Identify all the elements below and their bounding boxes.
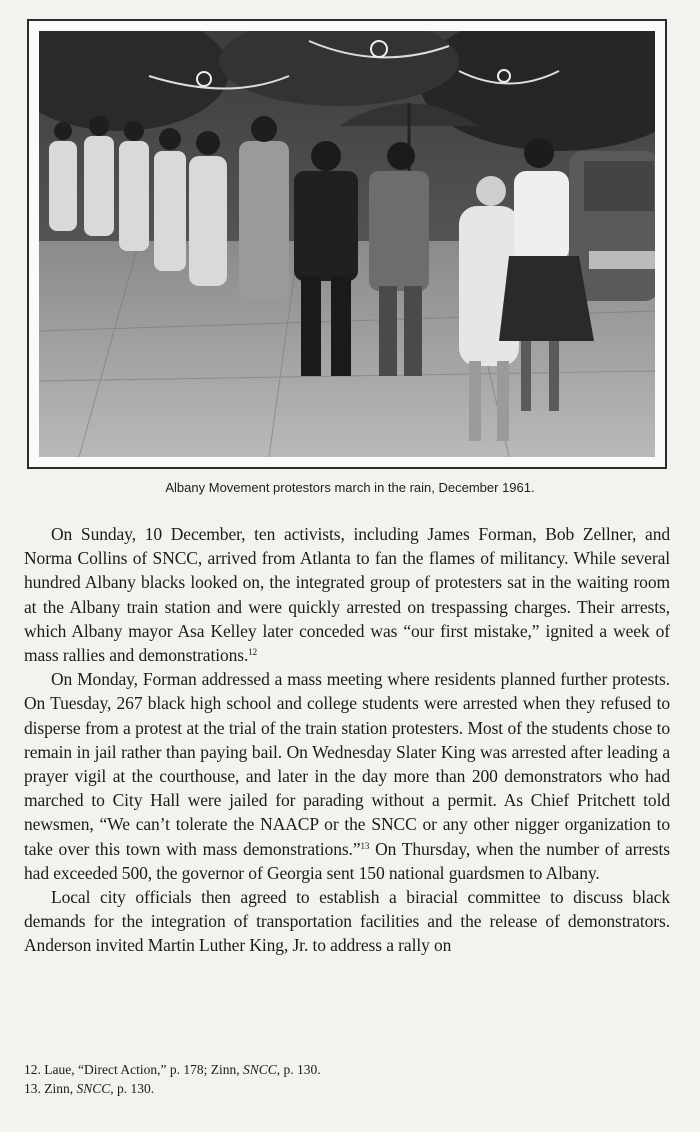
footnote-ref-12[interactable]: 12 (248, 647, 258, 658)
paragraph-2 (24, 667, 670, 885)
footnote-italic: SNCC (242, 1062, 277, 1077)
photo-icon (39, 31, 655, 457)
photo-frame (27, 19, 667, 469)
paragraph-text: On Monday, Forman addressed a mass meeting where residents planned further protests. On Tuesday, 267 black high school and college students were arrested when they refused to disperse from a protest at the trial of the train station protesters. Most of the students chose to remain in jail rather than paying bail. On Wednesday Slater King was arrested after leading a prayer vigil at the courthouse, and later in the day more than 200 demonstrators who had marched to City Hall were jailed for parading without a permit. As Chief Pritchett told newsmen, “We can’t tolerate the NAACP or the SNCC or any other nigger organization to take over this town with mass demonstrations.” (24, 669, 670, 859)
footnotes (24, 1060, 670, 1098)
paragraph-text-continued: On Thursday, when the number of arrests had exceeded 500, the governor of Georgia sent 150 national guardsmen to Albany. (24, 838, 670, 883)
footnote-text: 13. Zinn, (24, 1081, 77, 1096)
paragraph-text: Local city officials then agreed to establish a biracial committee to discuss black demands for the integration of transportation facilities and the release of demonstrators. Anderson invited Martin Luther King, Jr. to address a rally on (24, 887, 670, 956)
footnote-italic: SNCC (76, 1081, 111, 1096)
footnote-12 (24, 1060, 670, 1079)
footnote-text: , p. 130. (276, 1062, 321, 1077)
protest-march-photo (39, 31, 655, 457)
paragraph-text: On Sunday, 10 December, ten activists, including James Forman, Bob Zellner, and Norma Collins of SNCC, arrived from Atlanta to fan the flames of militancy. While several hundred Albany blacks looked on, the integrated group of protesters sat in the waiting room at the Albany train station and were quickly arrested on trespassing charges. Their arrests, which Albany mayor Asa Kelley later conceded was “our first mistake,” ignited a week of mass rallies and demonstrations. (24, 524, 670, 666)
footnote-text: 12. Laue, “Direct Action,” p. 178; Zinn, (24, 1062, 243, 1077)
photo-caption: Albany Movement protestors march in the rain, December 1961. (165, 480, 535, 495)
paragraph-3 (24, 885, 670, 958)
paragraph-1 (24, 522, 670, 667)
footnote-ref-13[interactable]: 13 (360, 840, 370, 851)
body-text (24, 522, 670, 958)
footnote-text: , p. 130. (110, 1081, 155, 1096)
footnote-13 (24, 1079, 670, 1098)
